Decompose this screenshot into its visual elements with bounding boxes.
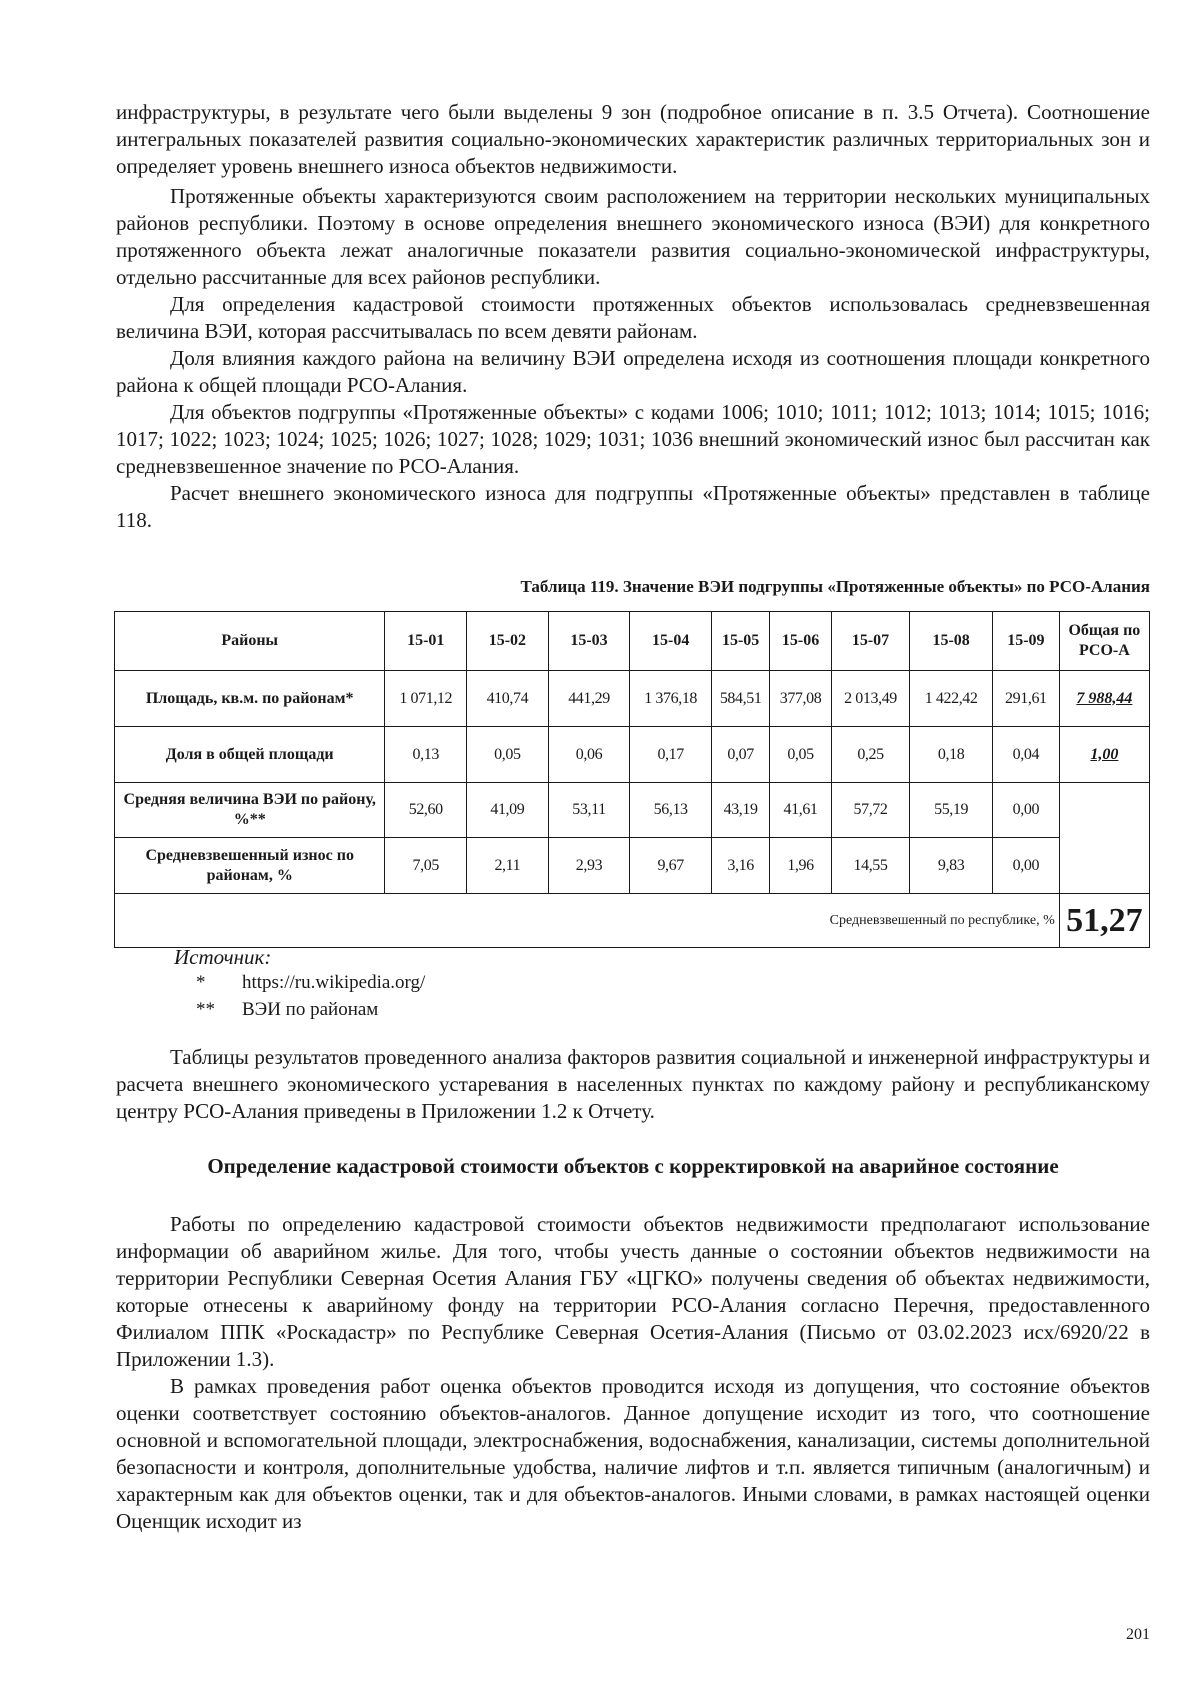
row-label: Средняя величина ВЭИ по району, %** — [115, 783, 385, 838]
table-cell: 3,16 — [711, 838, 769, 894]
table-total-cell: 7 988,44 — [1059, 671, 1149, 727]
table-cell: 14,55 — [831, 838, 909, 894]
header-district: 15-05 — [711, 612, 769, 671]
table-cell: 41,61 — [770, 783, 832, 838]
table-row-weighted — [115, 838, 1150, 894]
paragraph-linear-objects: Протяженные объекты характеризуются своим расположением на территории нескольких муниципальных районов республики. Поэтому в основе определения внешнего экономического износа (ВЭИ) для конкретного протяженного объекта лежат аналогичные показатели развития социально-экономической инфраструктуры, отдельно рассчитанные для всех районов республики. — [116, 184, 1150, 289]
table-cell: 410,74 — [467, 671, 549, 727]
header-district: 15-09 — [992, 612, 1059, 671]
table-cell: 1,96 — [770, 838, 832, 894]
table-cell: 52,60 — [385, 783, 467, 838]
table-header-row — [115, 612, 1150, 671]
page-number: 201 — [1126, 1626, 1150, 1643]
table-cell: 0,07 — [711, 727, 769, 783]
table-cell: 2 013,49 — [831, 671, 909, 727]
table-cell: 55,19 — [910, 783, 993, 838]
header-district: 15-02 — [467, 612, 549, 671]
table-cell: 0,05 — [770, 727, 832, 783]
paragraph-calculation: Расчет внешнего экономического износа для подгруппы «Протяженные объекты» представлен в таблице 118. — [116, 481, 1150, 532]
table-empty-cell — [1059, 783, 1149, 894]
paragraph-codes: Для объектов подгруппы «Протяженные объекты» с кодами 1006; 1010; 1011; 1012; 1013; 1014; 1015; 1016; 1017; 1022; 1023; 1024; 1025; 1026; 1027; 1028; 1029; 1031; 1036 внешний экономический износ был рассчитан как средневзвешенное значение по РСО-Алания. — [116, 400, 1150, 478]
table-cell: 441,29 — [548, 671, 630, 727]
table-cell: 9,67 — [630, 838, 712, 894]
section-title: Определение кадастровой стоимости объектов с корректировкой на аварийное состояние — [207, 1154, 1059, 1178]
header-district: 15-04 — [630, 612, 712, 671]
table-cell: 0,17 — [630, 727, 712, 783]
table-cell: 0,00 — [992, 783, 1059, 838]
paragraph-appendix: Таблицы результатов проведенного анализа факторов развития социальной и инженерной инфраструктуры и расчета внешнего экономического устаревания в населенных пунктах по каждому району и республиканскому центру РСО-Алания приведены в Приложении 1.2 к Отчету. — [116, 1045, 1150, 1123]
row-label: Площадь, кв.м. по районам* — [115, 671, 385, 727]
table-cell: 0,25 — [831, 727, 909, 783]
table-cell: 43,19 — [711, 783, 769, 838]
table-cell: 1 376,18 — [630, 671, 712, 727]
table-cell: 0,13 — [385, 727, 467, 783]
header-district: 15-08 — [910, 612, 993, 671]
note-mark: * — [196, 972, 206, 993]
source-note — [196, 971, 425, 995]
table-cell: 0,05 — [467, 727, 549, 783]
source-title: Источник: — [174, 945, 272, 969]
table-cell: 291,61 — [992, 671, 1059, 727]
paragraph-assumption: В рамках проведения работ оценка объектов проводится исходя из допущения, что состояние объектов оценки соответствует состоянию объектов-аналогов. Данное допущение исходит из того, что соотношение основной и вспомогательной площади, электроснабжения, водоснабжения, канализации, системы дополнительной безопасности и контроля, дополнительные удобства, наличие лифтов и т.п. является типичным (аналогичным) и характерным как для объектов оценки, так и для объектов-аналогов. Иными словами, в рамках настоящей оценки Оценщик исходит из — [116, 1374, 1150, 1533]
table-cell: 0,18 — [910, 727, 993, 783]
header-district: 15-06 — [770, 612, 832, 671]
footer-value: 51,27 — [1059, 894, 1149, 948]
table-cell: 7,05 — [385, 838, 467, 894]
table-row-avg-vei — [115, 783, 1150, 838]
table-cell: 56,13 — [630, 783, 712, 838]
table-cell: 1 422,42 — [910, 671, 993, 727]
table-row-area — [115, 671, 1150, 727]
source-note — [196, 998, 378, 1022]
row-label: Средневзвешенный износ по районам, % — [115, 838, 385, 894]
table-caption: Таблица 119. Значение ВЭИ подгруппы «Протяженные объекты» по РСО-Алания — [520, 577, 1150, 596]
paragraph-area-share: Доля влияния каждого района на величину ВЭИ определена исходя из соотношения площади конкретного района к общей площади РСО-Алания. — [116, 346, 1150, 397]
table-cell: 53,11 — [548, 783, 630, 838]
note-text: https://ru.wikipedia.org/ — [242, 972, 426, 993]
note-text: ВЭИ по районам — [242, 999, 379, 1020]
table-cell: 41,09 — [467, 783, 549, 838]
footer-label: Средневзвешенный по республике, % — [115, 894, 1060, 948]
table-total-cell: 1,00 — [1059, 727, 1149, 783]
table-cell: 2,11 — [467, 838, 549, 894]
row-label: Доля в общей площади — [115, 727, 385, 783]
paragraph-zones: инфраструктуры, в результате чего были выделены 9 зон (подробное описание в п. 3.5 Отчета). Соотношение интегральных показателей развития социально-экономических характеристик различных территориальных зон и определяет уровень внешнего износа объектов недвижимости. — [116, 100, 1150, 178]
header-total: Общая по РСО-А — [1059, 612, 1149, 671]
table-cell: 584,51 — [711, 671, 769, 727]
table-footer-row — [115, 894, 1150, 948]
note-mark: ** — [196, 999, 215, 1020]
table-cell: 2,93 — [548, 838, 630, 894]
paragraph-emergency-housing: Работы по определению кадастровой стоимости объектов недвижимости предполагают использование информации об аварийном жилье. Для того, чтобы учесть данные о состоянии объектов недвижимости на территории Республики Северная Осетия Алания ГБУ «ЦГКО» получены сведения об объектах недвижимости, которые отнесены к аварийному фонду на территории РСО-Алания согласно Перечня, предоставленного Филиалом ППК «Роскадастр» по Республике Северная Осетия-Алания (Письмо от 03.02.2023 исх/6920/22 в Приложении 1.3). — [116, 1212, 1150, 1371]
header-districts: Районы — [115, 612, 385, 671]
table-cell: 1 071,12 — [385, 671, 467, 727]
header-district: 15-01 — [385, 612, 467, 671]
paragraph-weighted-vei: Для определения кадастровой стоимости протяженных объектов использовалась средневзвешенная величина ВЭИ, которая рассчитывалась по всем девяти районам. — [116, 292, 1150, 343]
header-district: 15-03 — [548, 612, 630, 671]
table-cell: 9,83 — [910, 838, 993, 894]
vei-table — [114, 611, 1150, 948]
table-cell: 377,08 — [770, 671, 832, 727]
header-district: 15-07 — [831, 612, 909, 671]
table-cell: 0,04 — [992, 727, 1059, 783]
table-cell: 0,06 — [548, 727, 630, 783]
table-cell: 57,72 — [831, 783, 909, 838]
table-cell: 0,00 — [992, 838, 1059, 894]
table-row-share — [115, 727, 1150, 783]
